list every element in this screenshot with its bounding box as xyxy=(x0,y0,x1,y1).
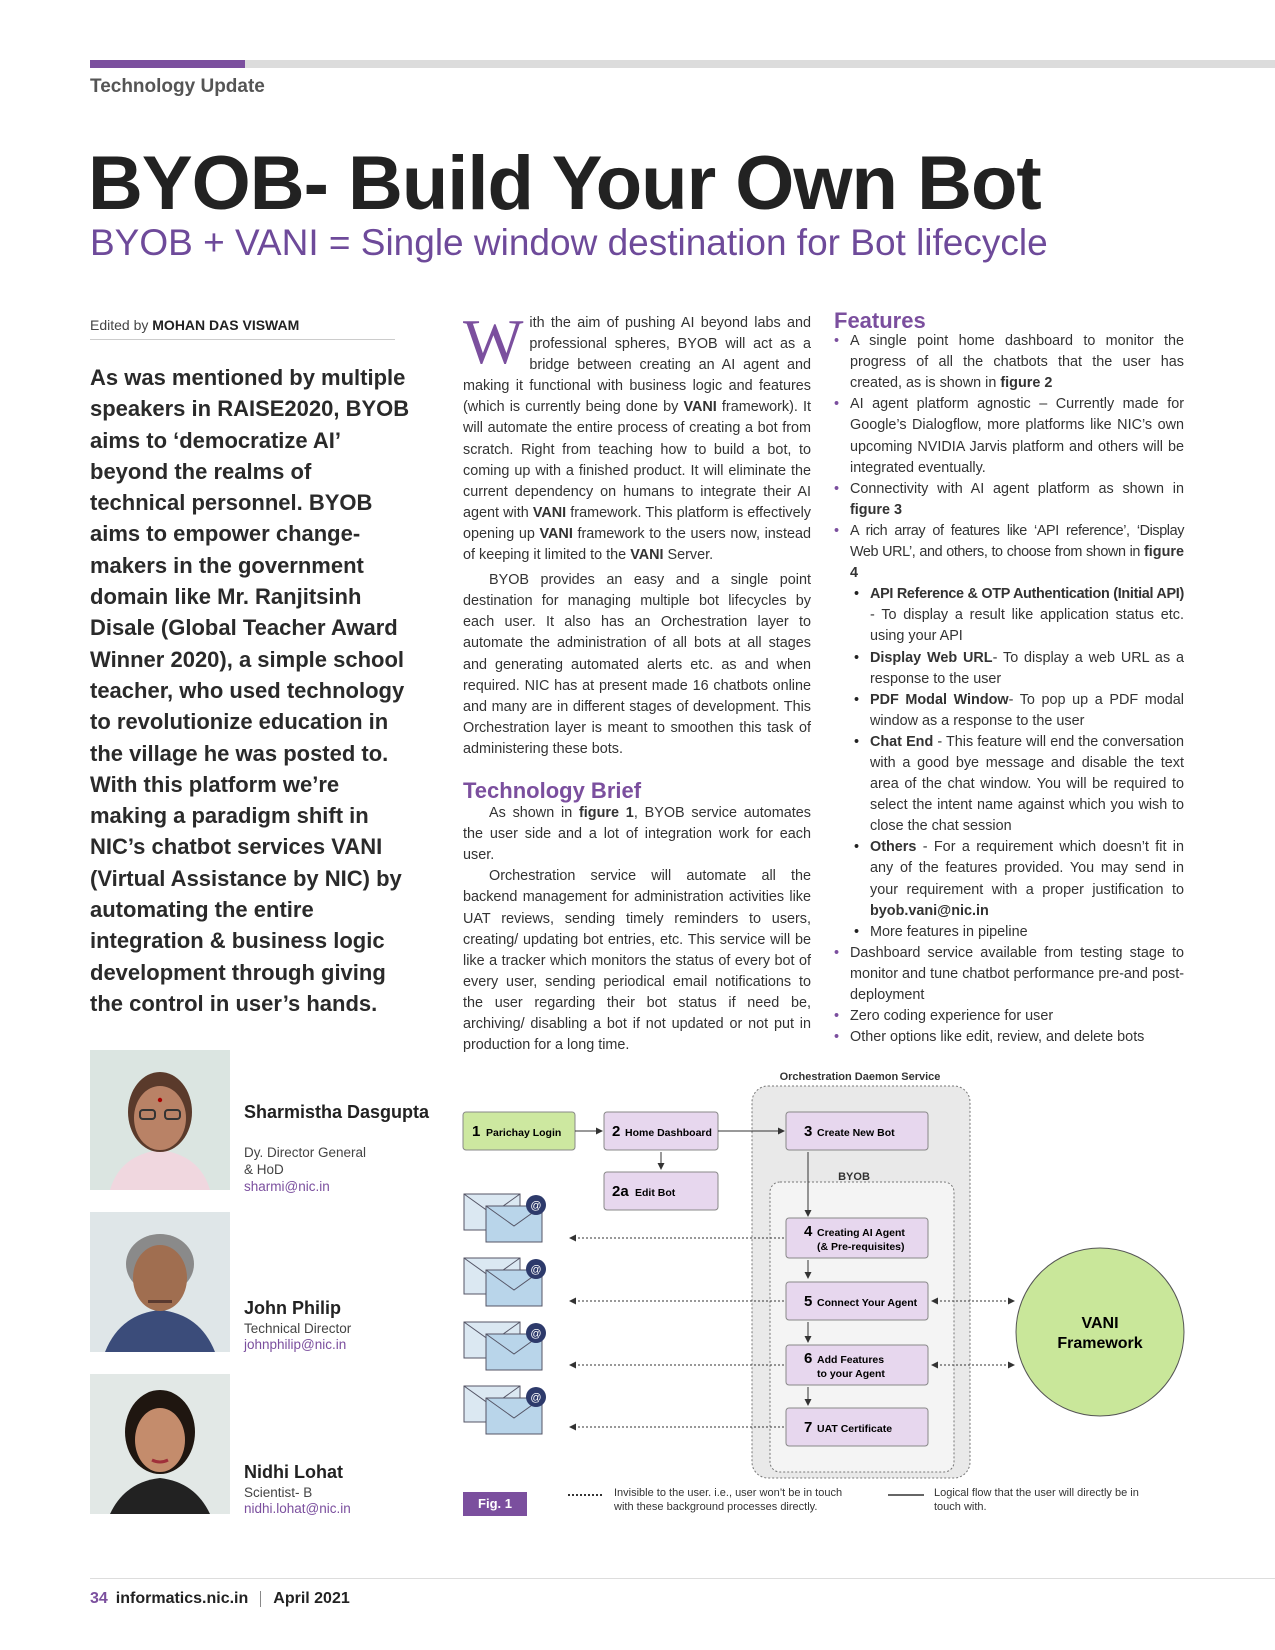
section-label: Technology Update xyxy=(90,76,265,97)
step-label: Home Dashboard xyxy=(625,1127,712,1139)
author-role: Scientist- B xyxy=(244,1485,313,1500)
person-portrait-icon xyxy=(90,1374,230,1514)
editor-prefix: Edited by xyxy=(90,317,149,333)
step-label: UAT Certificate xyxy=(817,1423,893,1435)
byob-label: BYOB xyxy=(838,1171,870,1183)
list-item: • Others - For a requirement which doesn’t fit in any of the features provided. You may send in your requirement with a proper justification to byob.vani@nic.in xyxy=(870,837,1184,921)
step-label: Connect Your Agent xyxy=(817,1297,918,1309)
step-label: Creating AI Agent xyxy=(817,1227,905,1239)
footer-divider xyxy=(260,1591,261,1607)
list-item: • Display Web URL- To display a web URL as a response to the user xyxy=(870,648,1184,690)
heading-technology-brief: Technology Brief xyxy=(463,777,642,803)
header-rule xyxy=(245,60,1275,68)
sub-features-list xyxy=(834,584,1184,943)
step-number: 2a xyxy=(612,1183,629,1200)
step-label: Create New Bot xyxy=(817,1127,895,1139)
svg-text:@: @ xyxy=(530,1328,542,1340)
step-number: 1 xyxy=(472,1123,481,1140)
step-number: 2 xyxy=(612,1123,621,1140)
list-item: • API Reference & OTP Authentication (Initial API) - To display a result like application status etc. using your API xyxy=(870,584,1184,647)
author-role: Technical Director xyxy=(244,1321,352,1336)
page-number: 34 xyxy=(90,1590,108,1607)
paragraph-figure-ref: As shown in figure 1, BYOB service automates the user side and a lot of integration work for each user. xyxy=(463,805,811,864)
body-column xyxy=(463,306,812,1056)
figure-label: Fig. 1 xyxy=(463,1492,527,1516)
author-email[interactable]: nidhi.lohat@nic.in xyxy=(244,1501,351,1516)
step-label: (& Pre-requisites) xyxy=(817,1241,905,1253)
step-label: Add Features xyxy=(817,1354,885,1366)
author-role: Dy. Director General & HoD xyxy=(244,1145,367,1177)
author-name: Nidhi Lohat xyxy=(244,1462,343,1482)
person-portrait-icon xyxy=(90,1050,230,1190)
person-portrait-icon xyxy=(90,1212,230,1352)
list-item: • More features in pipeline xyxy=(870,922,1184,943)
svg-text:@: @ xyxy=(530,1264,542,1276)
vani-framework-circle xyxy=(1016,1248,1184,1416)
drop-cap: W xyxy=(463,306,524,377)
author-email[interactable]: sharmi@nic.in xyxy=(244,1179,330,1194)
heading-features: Features xyxy=(834,308,926,333)
article-subtitle: BYOB + VANI = Single window destination for Bot lifecycle xyxy=(90,222,1048,263)
legend-solid-line xyxy=(888,1492,928,1498)
vani-label: VANI xyxy=(1081,1315,1119,1332)
vani-label: Framework xyxy=(1057,1335,1143,1352)
lead-paragraph: As was mentioned by multiple speakers in RAISE2020, BYOB aims to ‘democratize AI’ beyond the realms of technical personnel. BYOB aims to empower change-makers in the government domain like Mr. Ranjitsinh Disale (Global Teacher Award Winner 2020), a simple school teacher, who used technology to revolutionize education in the village he was posted to. With this platform we’re making a paradigm shift in NIC’s chatbot services VANI (Virtual Assistance by NIC) by automating the entire integration & business logic development through giving the control in user’s hands. xyxy=(90,365,410,1016)
step-number: 4 xyxy=(804,1223,813,1240)
list-item: • A single point home dashboard to monitor the progress of all the chatbots that the user has created, as is shown in figure 2 xyxy=(850,331,1184,394)
legend-dotted-text: Invisible to the user. i.e., user won’t be in touch with these background processes directly. xyxy=(614,1487,843,1513)
author-photo xyxy=(90,1212,230,1352)
features-list-continued xyxy=(834,943,1184,1048)
mail-icon xyxy=(464,1386,546,1434)
features-column xyxy=(834,310,1184,1048)
features-list xyxy=(834,331,1184,584)
paragraph-orchestration: BYOB provides an easy and a single point destination for managing multiple bot lifecycles by each user. It also has an Orchestration layer to automate the administration of all bots at all stages and generating automated alerts etc. as and when required. NIC has at present made 16 chatbots online and many are in different stages of development. This Orchestration layer is meant to smoothen this task of administering these bots. xyxy=(463,572,811,757)
step-number: 7 xyxy=(804,1419,813,1436)
figure-1-diagram xyxy=(460,1070,1220,1510)
author-photo xyxy=(90,1374,230,1514)
list-item: • A rich array of features like ‘API reference’, ‘Display Web URL’, and others, to choose from shown in figure 4 xyxy=(850,521,1184,584)
step-number: 6 xyxy=(804,1350,813,1367)
footer xyxy=(90,1590,350,1608)
orchestration-label: Orchestration Daemon Service xyxy=(779,1071,941,1083)
legend-dotted-line xyxy=(568,1492,608,1498)
list-item: • Dashboard service available from testing stage to monitor and tune chatbot performance pre-and post-deployment xyxy=(850,943,1184,1006)
header-accent-bar xyxy=(90,60,245,68)
paragraph-orchestration-service: Orchestration service will automate all the backend management for administration activities like UAT reviews, sending timely reminders to users, creating/ updating bot entries, etc. This service will be like a tracker which monitors the status of every bot of every user, sending periodical email notifications to the user regarding their bot status if need be, archiving/ disabling a bot if not updated or not put in production for a long time. xyxy=(463,868,811,1054)
svg-text:@: @ xyxy=(530,1200,542,1212)
legend-solid-text: Logical flow that the user will directly be in touch with. xyxy=(934,1487,1139,1513)
site-name[interactable]: informatics.nic.in xyxy=(115,1590,249,1607)
step-label: to your Agent xyxy=(817,1368,885,1380)
step-label: Parichay Login xyxy=(486,1127,562,1139)
author-photo xyxy=(90,1050,230,1190)
editor-name: MOHAN DAS VISWAM xyxy=(152,317,300,333)
author-name: Sharmistha Dasgupta xyxy=(244,1102,430,1122)
footer-rule xyxy=(90,1578,1275,1579)
list-item: • PDF Modal Window- To pop up a PDF modal window as a response to the user xyxy=(870,690,1184,732)
mail-icon xyxy=(464,1194,546,1242)
list-item: • Connectivity with AI agent platform as shown in figure 3 xyxy=(850,479,1184,521)
list-item: • Other options like edit, review, and delete bots xyxy=(850,1027,1184,1048)
mail-icon xyxy=(464,1258,546,1306)
article-title: BYOB- Build Your Own Bot xyxy=(88,141,1041,226)
mail-icon xyxy=(464,1322,546,1370)
list-item: • Zero coding experience for user xyxy=(850,1006,1184,1027)
author-email[interactable]: johnphilip@nic.in xyxy=(244,1337,347,1352)
list-item: • Chat End - This feature will end the conversation with a good bye message and disable the text area of the chat window. You will be required to select the intent name against which you wish to close the chat session xyxy=(870,732,1184,837)
step-number: 3 xyxy=(804,1123,813,1140)
step-number: 5 xyxy=(804,1293,813,1310)
paragraph-intro: With the aim of pushing AI beyond labs and professional spheres, BYOB will act as a bridge between creating an AI agent and making it functional with business logic and features (which is currently being done by VANI framework). It will automate the entire process of creating a bot from scratch. Right from teaching how to build a bot, to coming up with a finished product. It will eliminate the current dependency on humans to integrate their AI agent with VANI framework. This platform is effectively opening up VANI framework to the users now, instead of keeping it limited to the VANI Server. xyxy=(463,306,812,564)
issue-date: April 2021 xyxy=(273,1590,350,1607)
author-name: John Philip xyxy=(244,1298,341,1318)
step-label: Edit Bot xyxy=(635,1187,676,1199)
editor-credit xyxy=(90,317,395,340)
svg-text:@: @ xyxy=(530,1392,542,1404)
list-item: • AI agent platform agnostic – Currently made for Google’s Dialogflow, more platforms like NIC’s own upcoming NVIDIA Jarvis platform and others will be integrated eventually. xyxy=(850,394,1184,478)
